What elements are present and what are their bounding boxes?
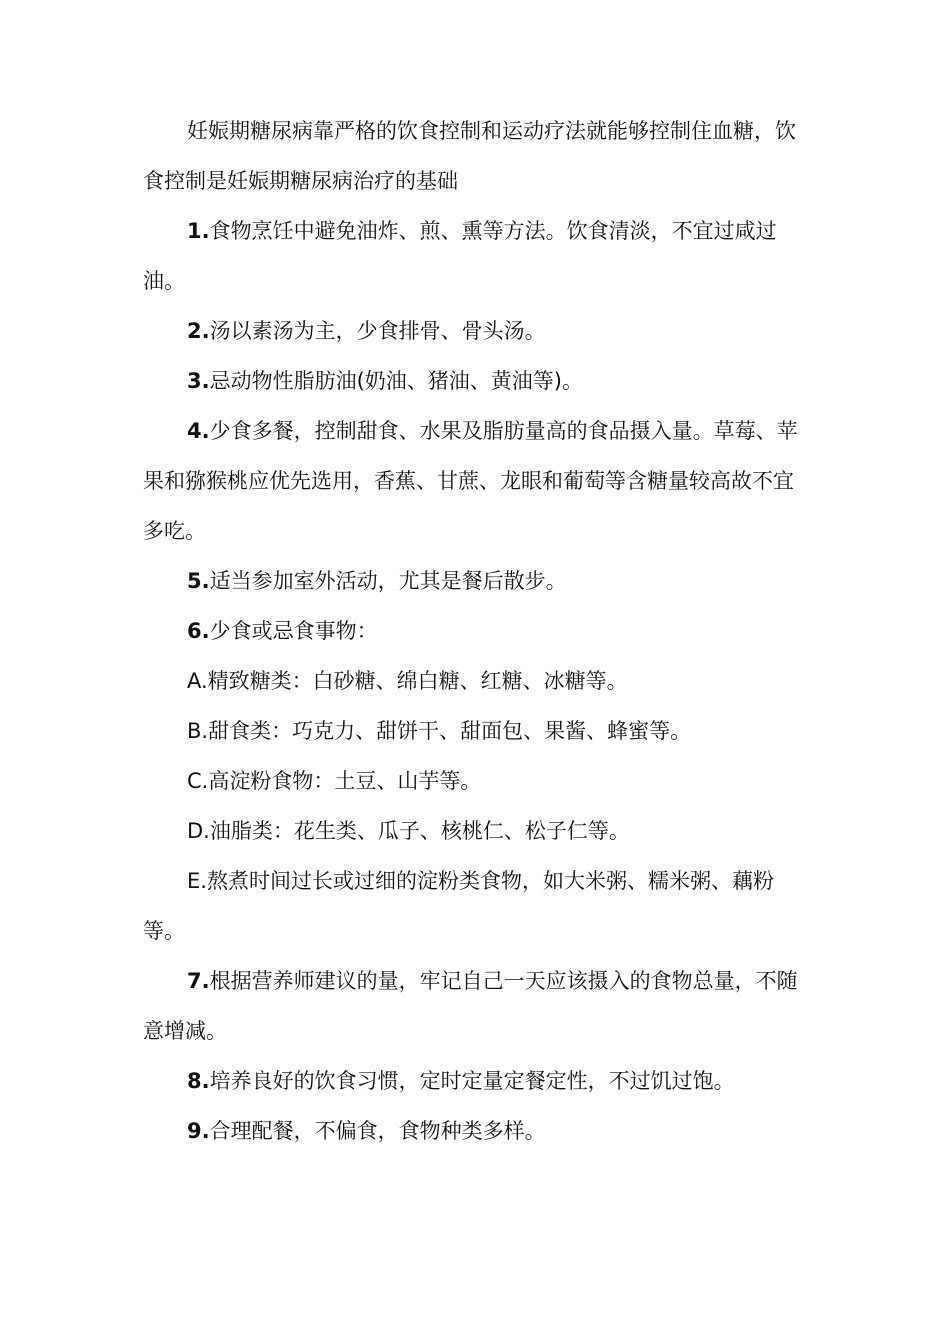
subitem-text: C.高淀粉食物：土豆、山芋等。 — [187, 769, 482, 793]
item-text: 食物烹饪中避免油炸、煎、熏等方法。饮食清淡，不宜过咸过油。 — [143, 219, 777, 293]
item-text: 忌动物性脂肪油(奶油、猪油、黄油等)。 — [209, 369, 583, 393]
subitem-c — [143, 756, 813, 806]
list-item-2 — [143, 306, 813, 356]
list-item-7 — [143, 956, 813, 1056]
item-text: 根据营养师建议的量，牢记自己一天应该摄入的食物总量，不随意增减。 — [143, 969, 798, 1043]
subitem-d — [143, 806, 813, 856]
document-body — [143, 106, 813, 1156]
list-item-3 — [143, 356, 813, 406]
item-number: 5. — [187, 569, 210, 593]
list-item-1 — [143, 206, 813, 306]
list-item-6 — [143, 606, 813, 656]
subitem-b — [143, 706, 813, 756]
item-text: 汤以素汤为主，少食排骨、骨头汤。 — [209, 319, 546, 343]
item-text: 少食多餐，控制甜食、水果及脂肪量高的食品摄入量。草莓、苹果和猕猴桃应优先选用，香蕉、甘蔗、龙眼和葡萄等含糖量较高故不宜多吃。 — [143, 419, 798, 543]
list-item-4 — [143, 406, 813, 556]
item-number: 7. — [187, 969, 210, 993]
item-text: 培养良好的饮食习惯，定时定量定餐定性，不过饥过饱。 — [209, 1069, 735, 1093]
subitem-text: E.熬煮时间过长或过细的淀粉类食物，如大米粥、糯米粥、藕粉等。 — [143, 869, 774, 943]
subitem-e — [143, 856, 813, 956]
item-number: 6. — [187, 619, 210, 643]
item-number: 2. — [187, 319, 210, 343]
list-item-9 — [143, 1106, 813, 1156]
item-number: 8. — [187, 1069, 210, 1093]
subitem-a — [143, 656, 813, 706]
intro-paragraph — [143, 106, 813, 206]
item-number: 3. — [187, 369, 210, 393]
item-number: 9. — [187, 1119, 210, 1143]
subitem-text: D.油脂类：花生类、瓜子、核桃仁、松子仁等。 — [187, 819, 630, 843]
list-item-8 — [143, 1056, 813, 1106]
item-text: 少食或忌食事物： — [209, 619, 378, 643]
subitem-text: B.甜食类：巧克力、甜饼干、甜面包、果酱、蜂蜜等。 — [187, 719, 692, 743]
item-text: 合理配餐，不偏食，食物种类多样。 — [209, 1119, 546, 1143]
item-number: 1. — [187, 219, 210, 243]
subitem-text: A.精致糖类：白砂糖、绵白糖、红糖、冰糖等。 — [187, 669, 628, 693]
list-item-5 — [143, 556, 813, 606]
intro-text: 妊娠期糖尿病靠严格的饮食控制和运动疗法就能够控制住血糖，饮食控制是妊娠期糖尿病治疗的基础 — [143, 119, 796, 193]
item-number: 4. — [187, 419, 210, 443]
item-text: 适当参加室外活动，尤其是餐后散步。 — [209, 569, 567, 593]
